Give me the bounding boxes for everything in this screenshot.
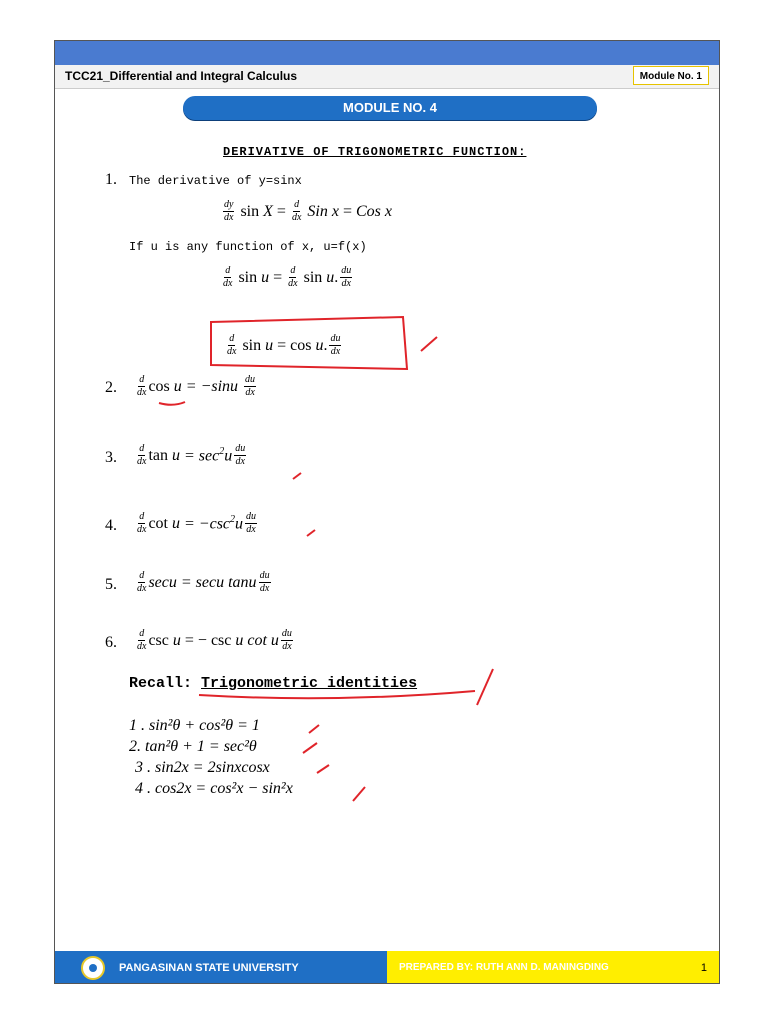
red-underline-cos bbox=[159, 402, 185, 405]
item-5-number: 5. bbox=[105, 576, 117, 593]
identity-1: 1 . sin²θ + cos²θ = 1 bbox=[129, 717, 260, 734]
item-2-equation: $\frac{d}{dx}$ cos u = −sinu $\frac{du}{dx}$ bbox=[137, 374, 256, 398]
red-check-7 bbox=[353, 787, 365, 801]
page-number: 1 bbox=[700, 962, 707, 974]
recall-title: Trigonometric identities bbox=[201, 675, 418, 692]
item-3-equation: $\frac{d}{dx}$ tan u = $\sec^2u$ $\frac{du}{dx}$ bbox=[137, 443, 246, 467]
red-slash-recall bbox=[477, 669, 493, 705]
item-1-equation-1: $\frac{dy}{dx}$ sin X = $\frac{d}{dx}$ Sin x = Cos x bbox=[224, 199, 392, 223]
top-color-bar bbox=[55, 41, 719, 65]
item-1-number: 1. bbox=[105, 171, 117, 188]
document-page bbox=[54, 40, 720, 984]
identity-2: 2. tan²θ + 1 = sec²θ bbox=[129, 738, 257, 755]
prepared-by: PREPARED BY: RUTH ANN D. MANINGDING bbox=[399, 962, 609, 973]
module-banner: MODULE NO. 4 bbox=[183, 96, 597, 120]
item-4-number: 4. bbox=[105, 517, 117, 534]
item-1-equation-2: $\frac{d}{dx}$ sin u = $\frac{d}{dx}$ sin u. $\frac{du}{dx}$ bbox=[223, 265, 352, 289]
university-name: PANGASINAN STATE UNIVERSITY bbox=[119, 962, 299, 974]
item-6-equation: $\frac{d}{dx}$ csc u = − csc u cot u $\frac{du}{dx}$ bbox=[137, 628, 292, 652]
page-header bbox=[55, 65, 719, 89]
module-tag: Module No. 1 bbox=[633, 66, 709, 85]
item-6-number: 6. bbox=[105, 634, 117, 651]
item-1-note: If u is any function of x, u=f(x) bbox=[129, 240, 367, 254]
red-check-5 bbox=[303, 743, 317, 753]
course-title: TCC21_Differential and Integral Calculus bbox=[65, 69, 298, 83]
identity-4: 4 . cos2x = cos²x − sin²x bbox=[135, 780, 293, 797]
item-3-number: 3. bbox=[105, 449, 117, 466]
university-seal-icon bbox=[81, 956, 105, 980]
recall-heading bbox=[129, 675, 417, 692]
red-check-6 bbox=[317, 765, 329, 773]
item-5-equation: $\frac{d}{dx}$ secu = secu tanu $\frac{du}{dx}$ bbox=[137, 570, 270, 594]
item-1-equation-3-boxed: $\frac{d}{dx}$ sin u = cos u. $\frac{du}{dx}$ bbox=[227, 333, 341, 357]
identity-3: 3 . sin2x = 2sinxcosx bbox=[135, 759, 270, 776]
section-heading: DERIVATIVE OF TRIGONOMETRIC FUNCTION: bbox=[223, 145, 527, 159]
recall-label: Recall: bbox=[129, 675, 193, 692]
item-4-equation: $\frac{d}{dx}$ cot u = $-\csc^2u$ $\frac{du}{dx}$ bbox=[137, 511, 257, 535]
red-check-3 bbox=[307, 530, 315, 536]
red-check-4 bbox=[309, 725, 319, 733]
red-check-1 bbox=[421, 337, 437, 351]
item-2-number: 2. bbox=[105, 379, 117, 396]
item-1-intro: The derivative of y=sinx bbox=[129, 174, 302, 188]
red-check-2 bbox=[293, 473, 301, 479]
red-underline-recall bbox=[199, 691, 475, 698]
